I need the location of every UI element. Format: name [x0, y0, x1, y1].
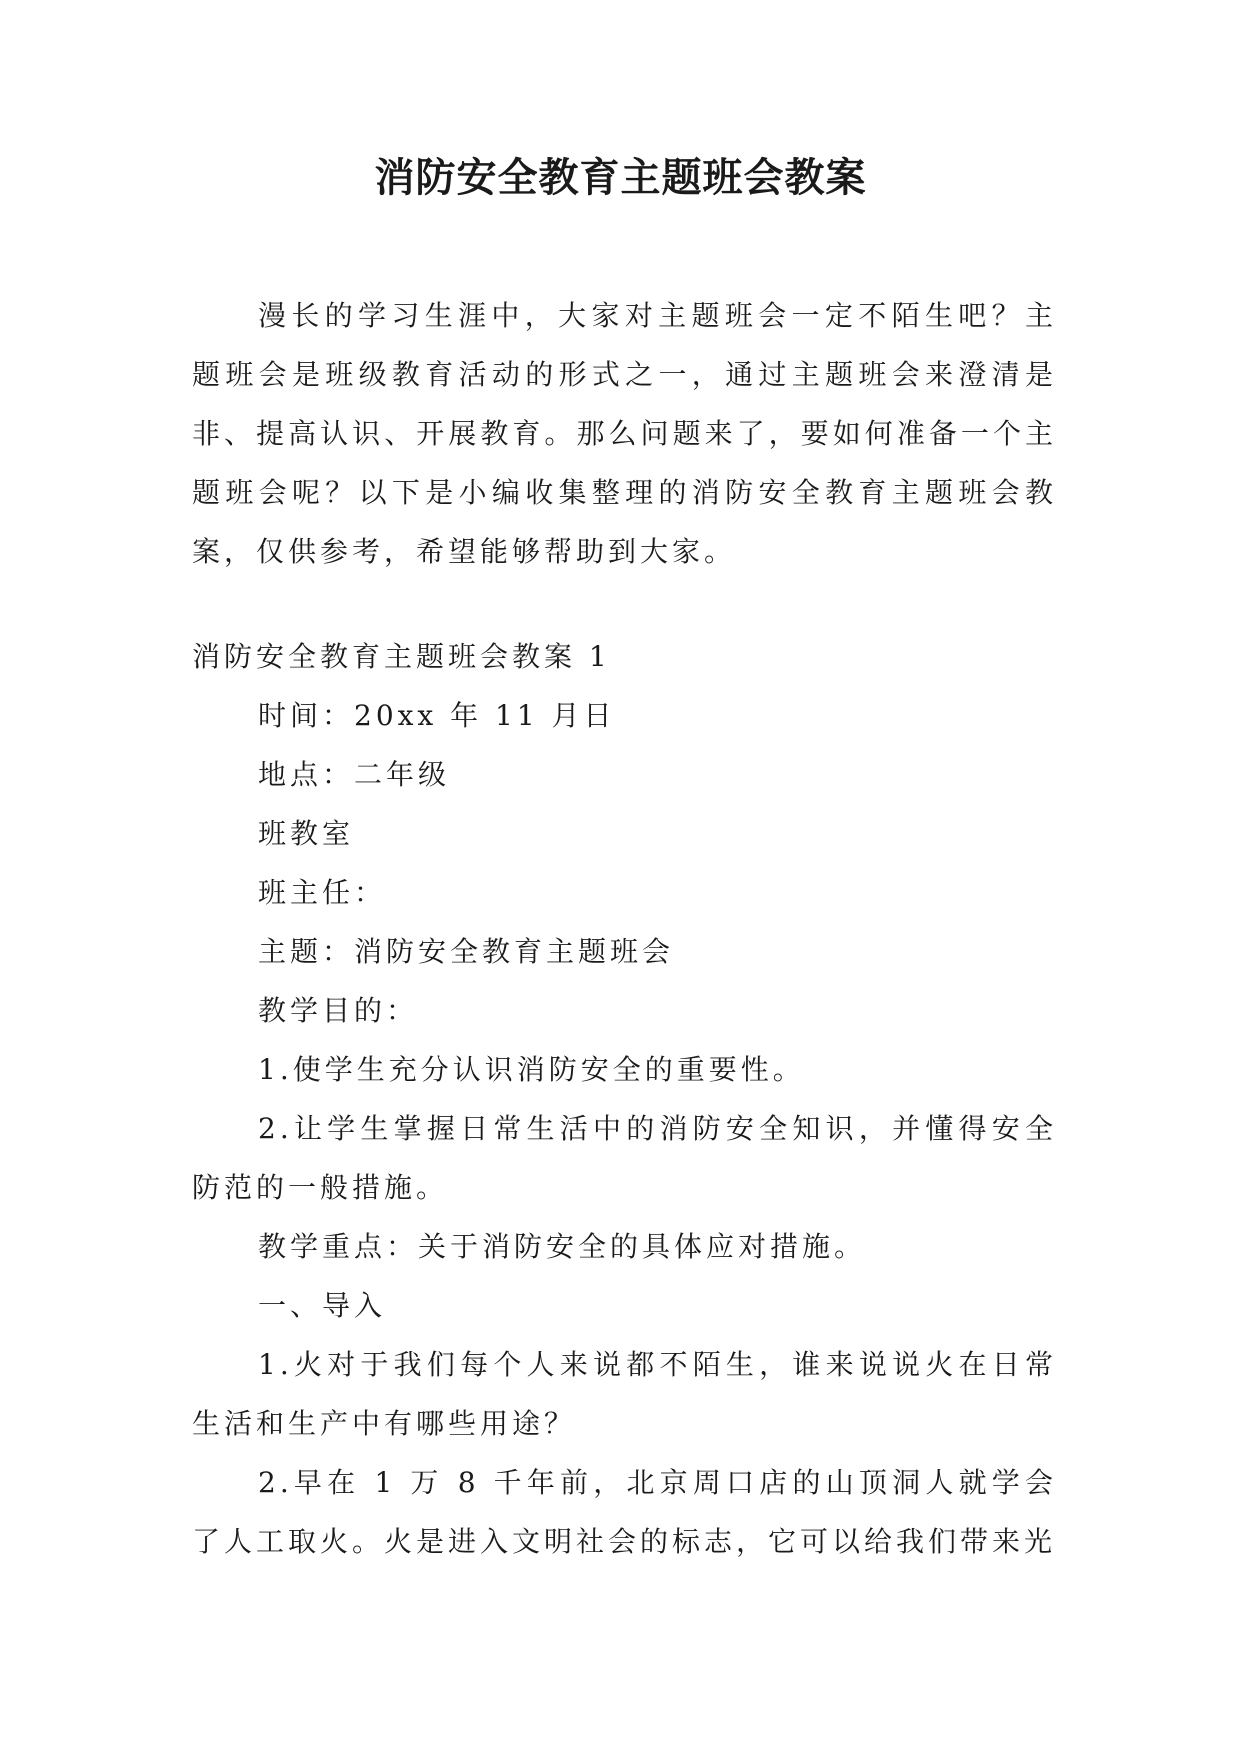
- document-content: [192, 286, 1057, 1571]
- document-title: 消防安全教育主题班会教案: [374, 154, 867, 201]
- paragraph-objectives-heading: 教学目的：: [258, 994, 419, 1027]
- paragraph-intro-2: 2.早在 1 万 8 千年前，北京周口店的山顶洞人就学会了人工取火。火是进入文明社会的标志，它可以给我们带来光: [192, 1466, 1057, 1558]
- paragraph-key-point: 教学重点：关于消防安全的具体应对措施。: [258, 1230, 867, 1263]
- section-heading: 消防安全教育主题班会教案 1: [192, 640, 611, 673]
- paragraph-objective-1: 1.使学生充分认识消防安全的重要性。: [258, 1053, 805, 1086]
- paragraph-intro-heading: 一、导入: [258, 1289, 387, 1322]
- paragraph-head-teacher: 班主任：: [258, 876, 387, 909]
- paragraph-intro-1: 1.火对于我们每个人来说都不陌生，谁来说说火在日常生活和生产中有哪些用途？: [192, 1348, 1057, 1440]
- lesson-plan-section: [192, 627, 1057, 1571]
- paragraph-location: 地点：二年级: [258, 758, 451, 791]
- paragraph-classroom: 班教室: [258, 817, 355, 850]
- paragraph-theme: 主题：消防安全教育主题班会: [258, 935, 675, 968]
- paragraph-time: 时间：20xx 年 11 月日: [258, 699, 616, 732]
- intro-paragraph: 漫长的学习生涯中，大家对主题班会一定不陌生吧？主题班会是班级教育活动的形式之一，通过主题班会来澄清是非、提高认识、开展教育。那么问题来了，要如何准备一个主题班会呢？以下是小编收集整理的消防安全教育主题班会教案，仅供参考，希望能够帮助到大家。: [192, 299, 1057, 568]
- paragraph-objective-2: 2.让学生掌握日常生活中的消防安全知识，并懂得安全防范的一般措施。: [192, 1112, 1057, 1204]
